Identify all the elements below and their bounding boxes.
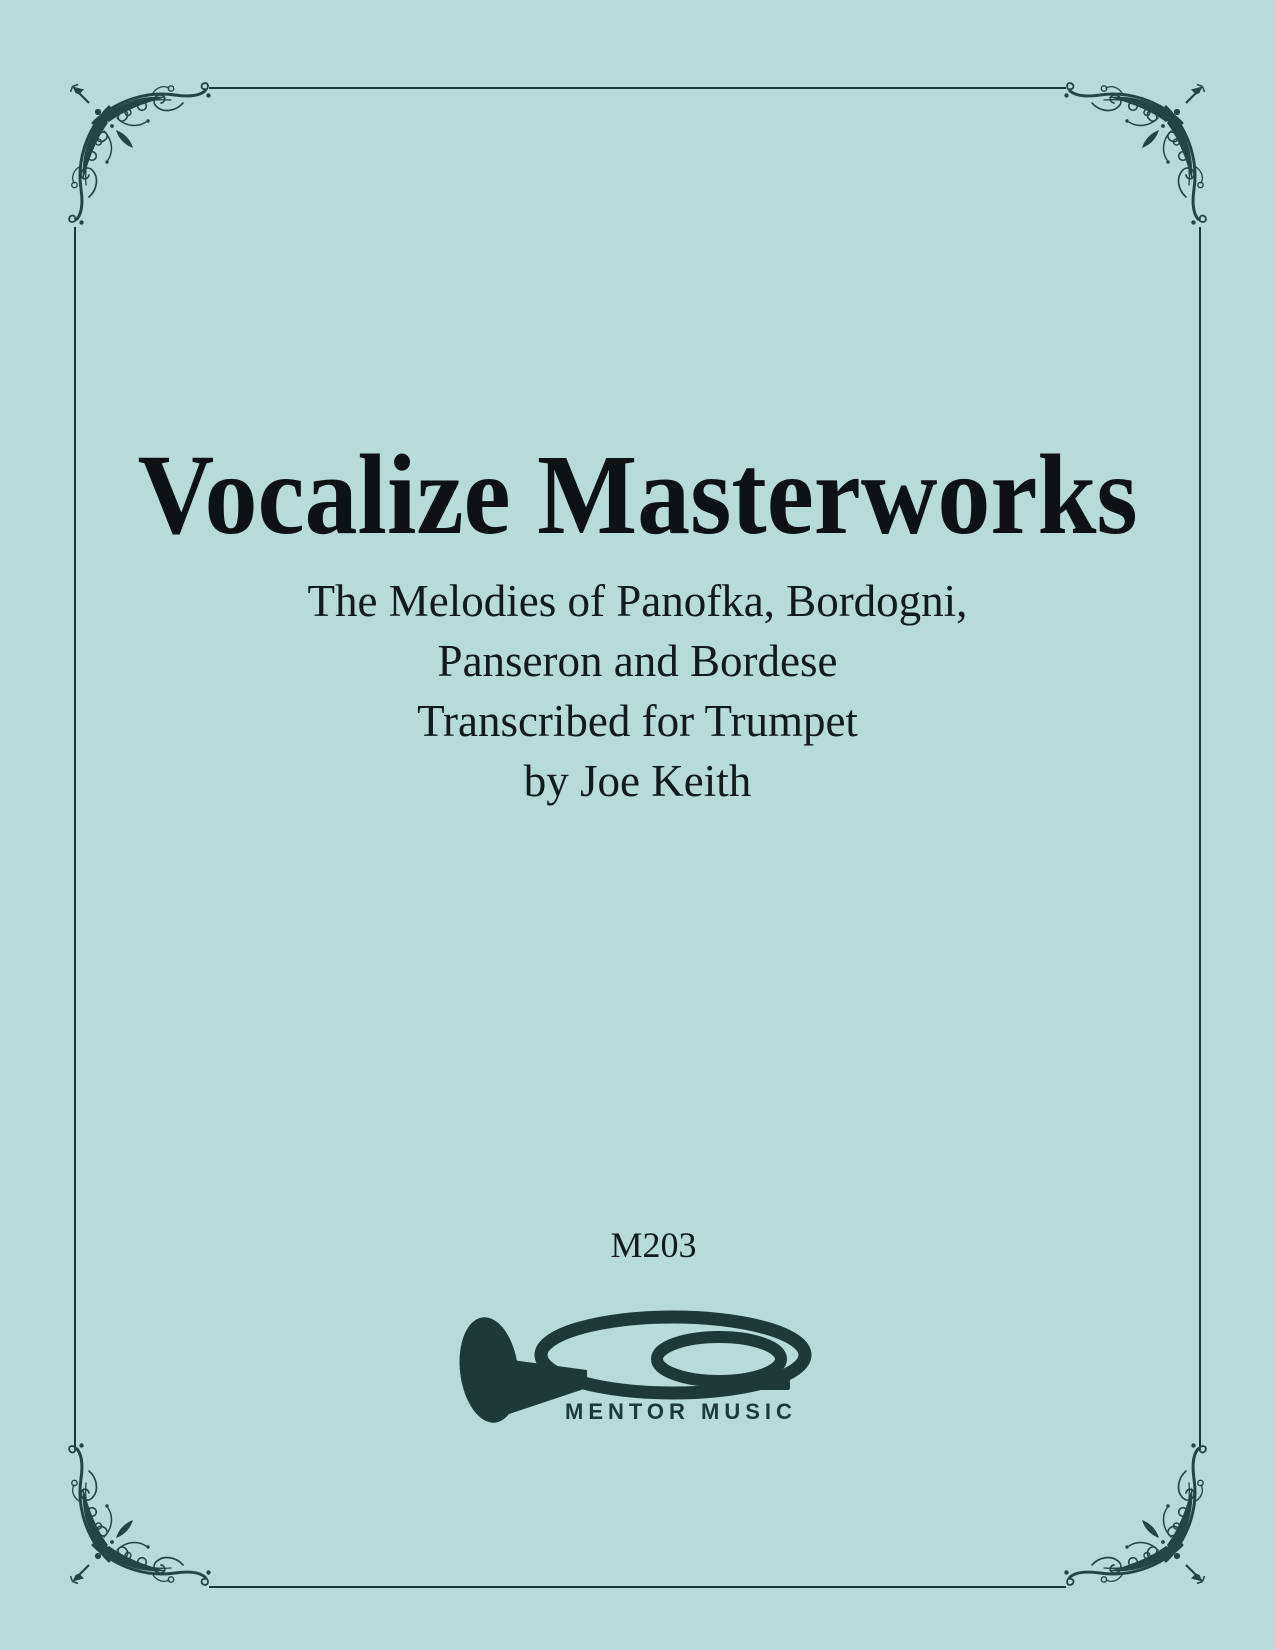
page-title-text: Vocalize Masterworks	[137, 431, 1138, 559]
corner-flourish-bottom-left-icon	[65, 1444, 210, 1589]
mentor-music-logo	[455, 1314, 820, 1436]
subtitle-line: The Melodies of Panofka, Bordogni,	[307, 576, 968, 626]
subtitle-line: by Joe Keith	[523, 756, 752, 806]
subtitle-line: Panseron and Bordese	[437, 636, 838, 686]
catalog-number: M203	[610, 1225, 697, 1265]
corner-flourish-bottom-right-icon	[1065, 1444, 1210, 1589]
corner-flourish-top-right-icon	[1065, 79, 1210, 224]
subtitle	[0, 571, 1275, 811]
publisher-name: MENTOR MUSIC	[565, 1399, 797, 1424]
subtitle-line: Transcribed for Trumpet	[417, 696, 858, 746]
corner-flourish-top-left-icon	[65, 79, 210, 224]
page-title	[0, 431, 1275, 559]
